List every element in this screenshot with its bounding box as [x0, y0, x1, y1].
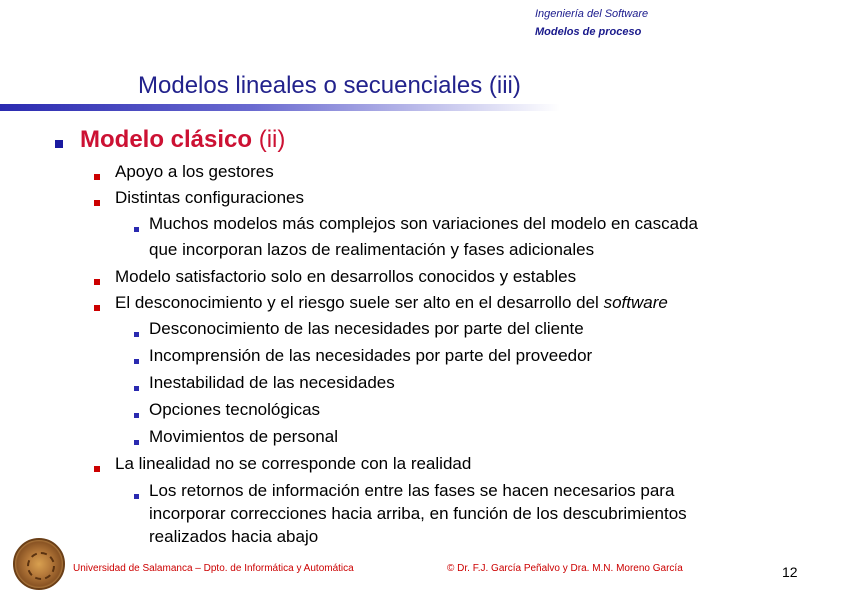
footer-institution: Universidad de Salamanca – Dpto. de Informática y Automática [73, 563, 354, 574]
bullet-text: El desconocimiento y el riesgo suele ser alto en el desarrollo del [115, 293, 599, 312]
sub-bullet-line: Muchos modelos más complejos son variaciones del modelo en cascada [149, 214, 699, 233]
bullet-square-icon [55, 140, 63, 148]
bullet-linealidad: La linealidad no se corresponde con la realidad [115, 454, 472, 473]
header-section: Modelos de proceso [535, 26, 642, 38]
bullet-red-icon [94, 174, 100, 180]
bullet-blue-icon [134, 359, 139, 364]
sub-bullet: Opciones tecnológicas [149, 400, 321, 419]
sub-bullet-line: que incorporan lazos de realimentación y fases adicionales [149, 240, 595, 259]
sub-bullet: Incomprensión de las necesidades por parte del proveedor [149, 346, 593, 365]
bullet-configuraciones: Distintas configuraciones [115, 188, 304, 207]
sub-bullet: Inestabilidad de las necesidades [149, 373, 395, 392]
bullet-red-icon [94, 466, 100, 472]
bullet-blue-icon [134, 227, 139, 232]
bullet-red-icon [94, 279, 100, 285]
bullet-blue-icon [134, 440, 139, 445]
bullet-red-icon [94, 305, 100, 311]
slide-title: Modelos lineales o secuenciales (iii) [138, 72, 521, 99]
university-seal-icon [13, 538, 65, 590]
sub-bullet-line: realizados hacia abajo [149, 527, 319, 546]
bullet-blue-icon [134, 386, 139, 391]
bullet-red-icon [94, 200, 100, 206]
sub-bullet: Movimientos de personal [149, 427, 338, 446]
bullet-satisfactorio: Modelo satisfactorio solo en desarrollos conocidos y estables [115, 267, 577, 286]
heading-strong: Modelo clásico [80, 126, 253, 153]
footer-copyright: © Dr. F.J. García Peñalvo y Dra. M.N. Moreno García [447, 563, 683, 574]
title-rule [0, 104, 560, 111]
sub-bullet-line: Los retornos de información entre las fases se hacen necesarios para [149, 481, 675, 500]
bullet-blue-icon [134, 494, 139, 499]
bullet-italic: software [603, 293, 668, 312]
bullet-desconocimiento [115, 293, 668, 313]
page-number: 12 [782, 564, 798, 580]
bullet-apoyo: Apoyo a los gestores [115, 162, 274, 181]
heading-light: (ii) [258, 126, 286, 153]
bullet-blue-icon [134, 332, 139, 337]
main-heading [80, 126, 285, 154]
sub-bullet-line: incorporar correcciones hacia arriba, en función de los descubrimientos [149, 504, 687, 523]
bullet-blue-icon [134, 413, 139, 418]
header-course: Ingeniería del Software [535, 8, 649, 20]
sub-bullet: Desconocimiento de las necesidades por parte del cliente [149, 319, 584, 338]
